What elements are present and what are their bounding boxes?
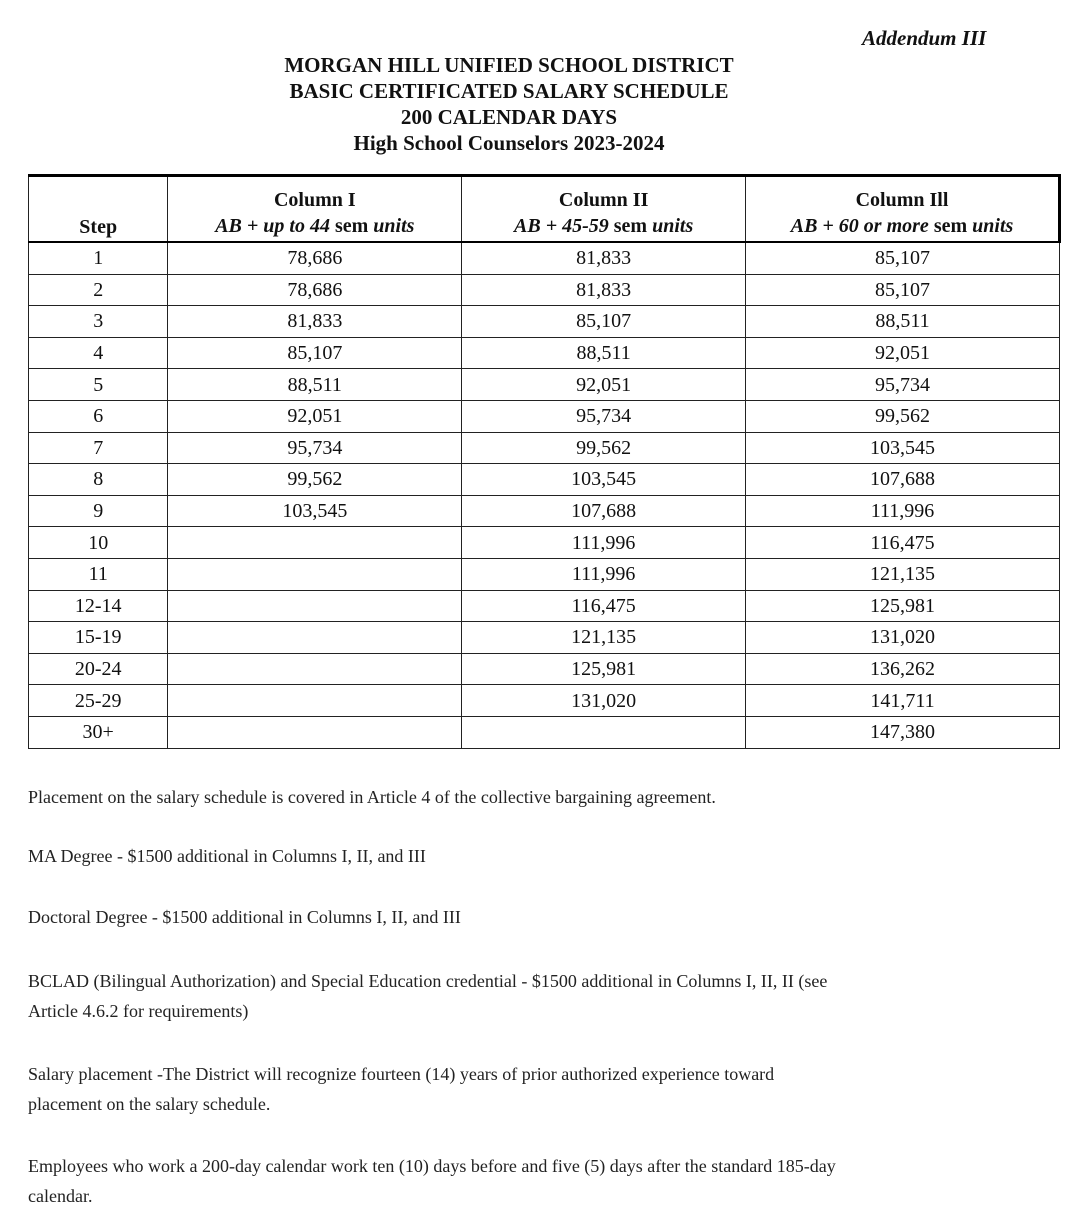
salary-cell-c2: 111,996 bbox=[462, 558, 746, 590]
note-calendar-line-1: Employees who work a 200-day calendar work ten (10) days before and five (5) days after the standard 185-day bbox=[28, 1156, 836, 1176]
salary-cell-c1 bbox=[168, 558, 462, 590]
salary-cell-c2: 125,981 bbox=[462, 653, 746, 685]
note-salary-line-2: placement on the salary schedule. bbox=[28, 1094, 271, 1114]
step-cell: 2 bbox=[29, 274, 168, 306]
table-row bbox=[29, 432, 1060, 464]
table-row bbox=[29, 495, 1060, 527]
salary-cell-c3: 88,511 bbox=[746, 306, 1060, 338]
salary-cell-c3: 141,711 bbox=[746, 685, 1060, 717]
salary-cell-c3: 125,981 bbox=[746, 590, 1060, 622]
note-bclad bbox=[28, 966, 827, 1026]
table-row bbox=[29, 306, 1060, 338]
salary-cell-c1 bbox=[168, 527, 462, 559]
salary-cell-c1 bbox=[168, 622, 462, 654]
table-row bbox=[29, 464, 1060, 496]
column-2-header: Column II AB + 45-59 sem units bbox=[462, 176, 746, 243]
salary-cell-c2: 131,020 bbox=[462, 685, 746, 717]
step-cell: 9 bbox=[29, 495, 168, 527]
table-row bbox=[29, 337, 1060, 369]
step-cell: 3 bbox=[29, 306, 168, 338]
note-salary-line-1: Salary placement -The District will recognize fourteen (14) years of prior authorized experience toward bbox=[28, 1064, 775, 1084]
schedule-subtitle: High School Counselors 2023-2024 bbox=[353, 131, 665, 155]
salary-cell-c1: 92,051 bbox=[168, 400, 462, 432]
table-row bbox=[29, 369, 1060, 401]
salary-cell-c1: 81,833 bbox=[168, 306, 462, 338]
salary-cell-c2: 81,833 bbox=[462, 242, 746, 274]
note-calendar-line-2: calendar. bbox=[28, 1186, 93, 1206]
salary-cell-c1 bbox=[168, 590, 462, 622]
step-cell: 20-24 bbox=[29, 653, 168, 685]
step-cell: 30+ bbox=[29, 716, 168, 748]
salary-cell-c1: 95,734 bbox=[168, 432, 462, 464]
table-row bbox=[29, 242, 1060, 274]
note-bclad-line-2: Article 4.6.2 for requirements) bbox=[28, 1001, 249, 1021]
salary-cell-c2 bbox=[462, 716, 746, 748]
note-salary-placement bbox=[28, 1059, 774, 1119]
salary-schedule-table bbox=[28, 174, 1061, 749]
salary-cell-c2: 85,107 bbox=[462, 306, 746, 338]
salary-cell-c1: 78,686 bbox=[168, 274, 462, 306]
salary-cell-c2: 103,545 bbox=[462, 464, 746, 496]
salary-cell-c1: 103,545 bbox=[168, 495, 462, 527]
note-ma-degree: MA Degree - $1500 additional in Columns I, II, and III bbox=[28, 846, 426, 866]
district-name: MORGAN HILL UNIFIED SCHOOL DISTRICT bbox=[284, 53, 734, 77]
salary-cell-c3: 85,107 bbox=[746, 274, 1060, 306]
addendum-label: Addendum III bbox=[862, 26, 987, 50]
salary-cell-c3: 107,688 bbox=[746, 464, 1060, 496]
salary-cell-c3: 95,734 bbox=[746, 369, 1060, 401]
salary-cell-c2: 92,051 bbox=[462, 369, 746, 401]
salary-cell-c1: 99,562 bbox=[168, 464, 462, 496]
salary-cell-c1 bbox=[168, 685, 462, 717]
salary-cell-c3: 85,107 bbox=[746, 242, 1060, 274]
table-row bbox=[29, 400, 1060, 432]
salary-cell-c1 bbox=[168, 716, 462, 748]
salary-cell-c2: 81,833 bbox=[462, 274, 746, 306]
table-row bbox=[29, 558, 1060, 590]
salary-cell-c3: 116,475 bbox=[746, 527, 1060, 559]
salary-cell-c2: 99,562 bbox=[462, 432, 746, 464]
salary-cell-c3: 103,545 bbox=[746, 432, 1060, 464]
salary-cell-c2: 107,688 bbox=[462, 495, 746, 527]
schedule-title: BASIC CERTIFICATED SALARY SCHEDULE bbox=[289, 79, 729, 103]
step-cell: 8 bbox=[29, 464, 168, 496]
table-row bbox=[29, 685, 1060, 717]
salary-cell-c1 bbox=[168, 653, 462, 685]
table-row bbox=[29, 590, 1060, 622]
salary-cell-c1: 85,107 bbox=[168, 337, 462, 369]
note-placement: Placement on the salary schedule is covered in Article 4 of the collective bargaining agreement. bbox=[28, 787, 716, 807]
salary-cell-c3: 131,020 bbox=[746, 622, 1060, 654]
table-row bbox=[29, 622, 1060, 654]
note-calendar bbox=[28, 1151, 836, 1211]
column-3-header: Column Ill AB + 60 or more sem units bbox=[746, 176, 1060, 243]
step-cell: 6 bbox=[29, 400, 168, 432]
salary-cell-c3: 136,262 bbox=[746, 653, 1060, 685]
table-row bbox=[29, 716, 1060, 748]
salary-cell-c2: 111,996 bbox=[462, 527, 746, 559]
step-cell: 15-19 bbox=[29, 622, 168, 654]
salary-cell-c3: 121,135 bbox=[746, 558, 1060, 590]
table-row bbox=[29, 527, 1060, 559]
salary-cell-c2: 121,135 bbox=[462, 622, 746, 654]
salary-cell-c1: 88,511 bbox=[168, 369, 462, 401]
step-cell: 5 bbox=[29, 369, 168, 401]
table-row bbox=[29, 274, 1060, 306]
step-cell: 12-14 bbox=[29, 590, 168, 622]
salary-cell-c3: 92,051 bbox=[746, 337, 1060, 369]
step-cell: 4 bbox=[29, 337, 168, 369]
step-cell: 7 bbox=[29, 432, 168, 464]
step-cell: 25-29 bbox=[29, 685, 168, 717]
salary-cell-c2: 88,511 bbox=[462, 337, 746, 369]
salary-cell-c1: 78,686 bbox=[168, 242, 462, 274]
note-doctoral-degree: Doctoral Degree - $1500 additional in Columns I, II, and III bbox=[28, 907, 461, 927]
salary-cell-c2: 116,475 bbox=[462, 590, 746, 622]
calendar-days: 200 CALENDAR DAYS bbox=[400, 105, 618, 129]
salary-cell-c3: 99,562 bbox=[746, 400, 1060, 432]
salary-cell-c3: 147,380 bbox=[746, 716, 1060, 748]
step-cell: 11 bbox=[29, 558, 168, 590]
salary-cell-c2: 95,734 bbox=[462, 400, 746, 432]
table-row bbox=[29, 653, 1060, 685]
step-cell: 1 bbox=[29, 242, 168, 274]
step-cell: 10 bbox=[29, 527, 168, 559]
salary-cell-c3: 111,996 bbox=[746, 495, 1060, 527]
column-1-header: Column I AB + up to 44 sem units bbox=[168, 176, 462, 243]
step-header: Step bbox=[29, 176, 168, 243]
table-header-row bbox=[29, 176, 1060, 243]
document-header bbox=[230, 52, 788, 156]
note-bclad-line-1: BCLAD (Bilingual Authorization) and Special Education credential - $1500 additional in Columns I, II, II (see bbox=[28, 971, 828, 991]
